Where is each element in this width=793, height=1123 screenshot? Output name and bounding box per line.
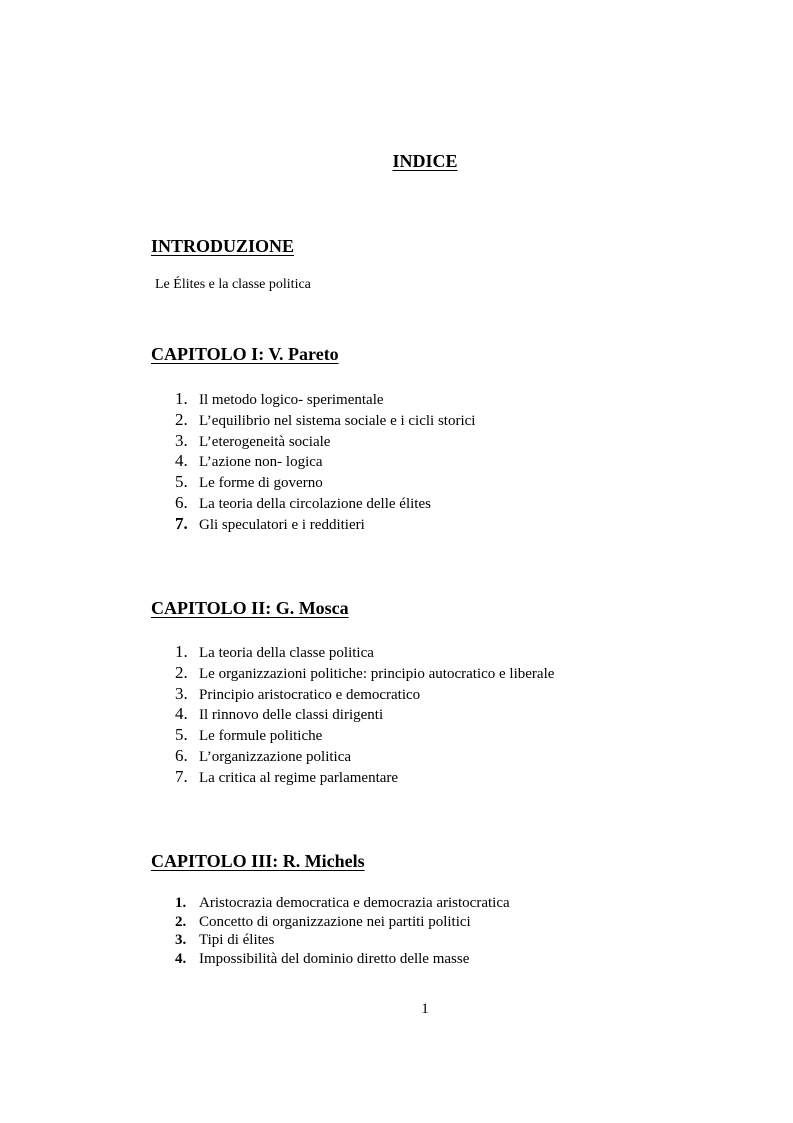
item-number: 3. [175,683,188,703]
item-number: 4. [175,451,188,471]
chapter-1-list [170,389,475,535]
introduction-text: Le Élites e la classe politica [155,277,311,292]
item-number: 1. [175,389,188,408]
item-number: 6. [175,492,188,512]
item-text: Impossibilità del dominio diretto delle masse [199,950,470,967]
item-number: 2. [175,662,188,682]
item-number: 7. [175,766,188,786]
item-number: 2. [175,409,188,429]
list-item [170,950,510,969]
page-number: 1 [421,1001,429,1017]
item-number: 1. [175,895,187,911]
list-item [170,410,475,431]
list-item [170,431,475,452]
chapter-3-heading: CAPITOLO III: R. Michels [151,851,365,871]
list-item [170,913,510,932]
item-number: 6. [175,745,188,765]
item-number: 3. [175,932,187,949]
item-text: La teoria della classe politica [199,645,374,661]
item-text: Concetto di organizzazione nei partiti politici [199,913,471,930]
item-number: 5. [175,472,188,492]
list-item [170,725,554,746]
list-item [170,746,554,767]
item-number: 4. [175,704,188,724]
item-number: 5. [175,725,188,745]
chapter-1-heading: CAPITOLO I: V. Pareto [151,344,339,364]
list-item [170,472,475,493]
chapter-2-heading: CAPITOLO II: G. Mosca [151,598,349,618]
item-text: Tipi di élites [199,932,275,949]
item-text: Gli speculatori e i redditieri [199,516,365,533]
item-text: L’organizzazione politica [199,748,352,765]
page-title: INDICE [392,151,458,171]
item-text: La teoria della circolazione delle élites [199,495,431,512]
list-item [170,389,475,410]
item-text: Il metodo logico- sperimentale [199,392,384,408]
list-item [170,894,510,913]
list-item [170,663,554,684]
list-item [170,684,554,705]
list-item [170,514,475,535]
item-text: L’eterogeneità sociale [199,433,331,450]
list-item [170,767,554,788]
item-text: La critica al regime parlamentare [199,769,399,786]
item-text: Aristocrazia democratica e democrazia aristocratica [199,895,510,911]
list-item [170,642,554,663]
item-text: Le formule politiche [199,728,323,745]
chapter-2-list [170,642,554,788]
list-item [170,931,510,950]
list-item [170,451,475,472]
item-text: Il rinnovo delle classi dirigenti [199,707,384,724]
item-text: Le organizzazioni politiche: principio autocratico e liberale [199,665,555,682]
item-number: 3. [175,430,188,450]
introduction-heading: INTRODUZIONE [151,236,295,256]
chapter-3-list [170,894,510,968]
list-item [170,704,554,725]
item-text: L’azione non- logica [199,454,323,471]
item-text: Principio aristocratico e democratico [199,686,421,703]
list-item [170,493,475,514]
item-text: Le forme di governo [199,475,323,492]
item-number: 1. [175,642,188,661]
item-number: 7. [175,513,188,533]
item-number: 2. [175,913,187,930]
item-number: 4. [175,950,187,967]
item-text: L’equilibrio nel sistema sociale e i cicli storici [199,412,476,429]
